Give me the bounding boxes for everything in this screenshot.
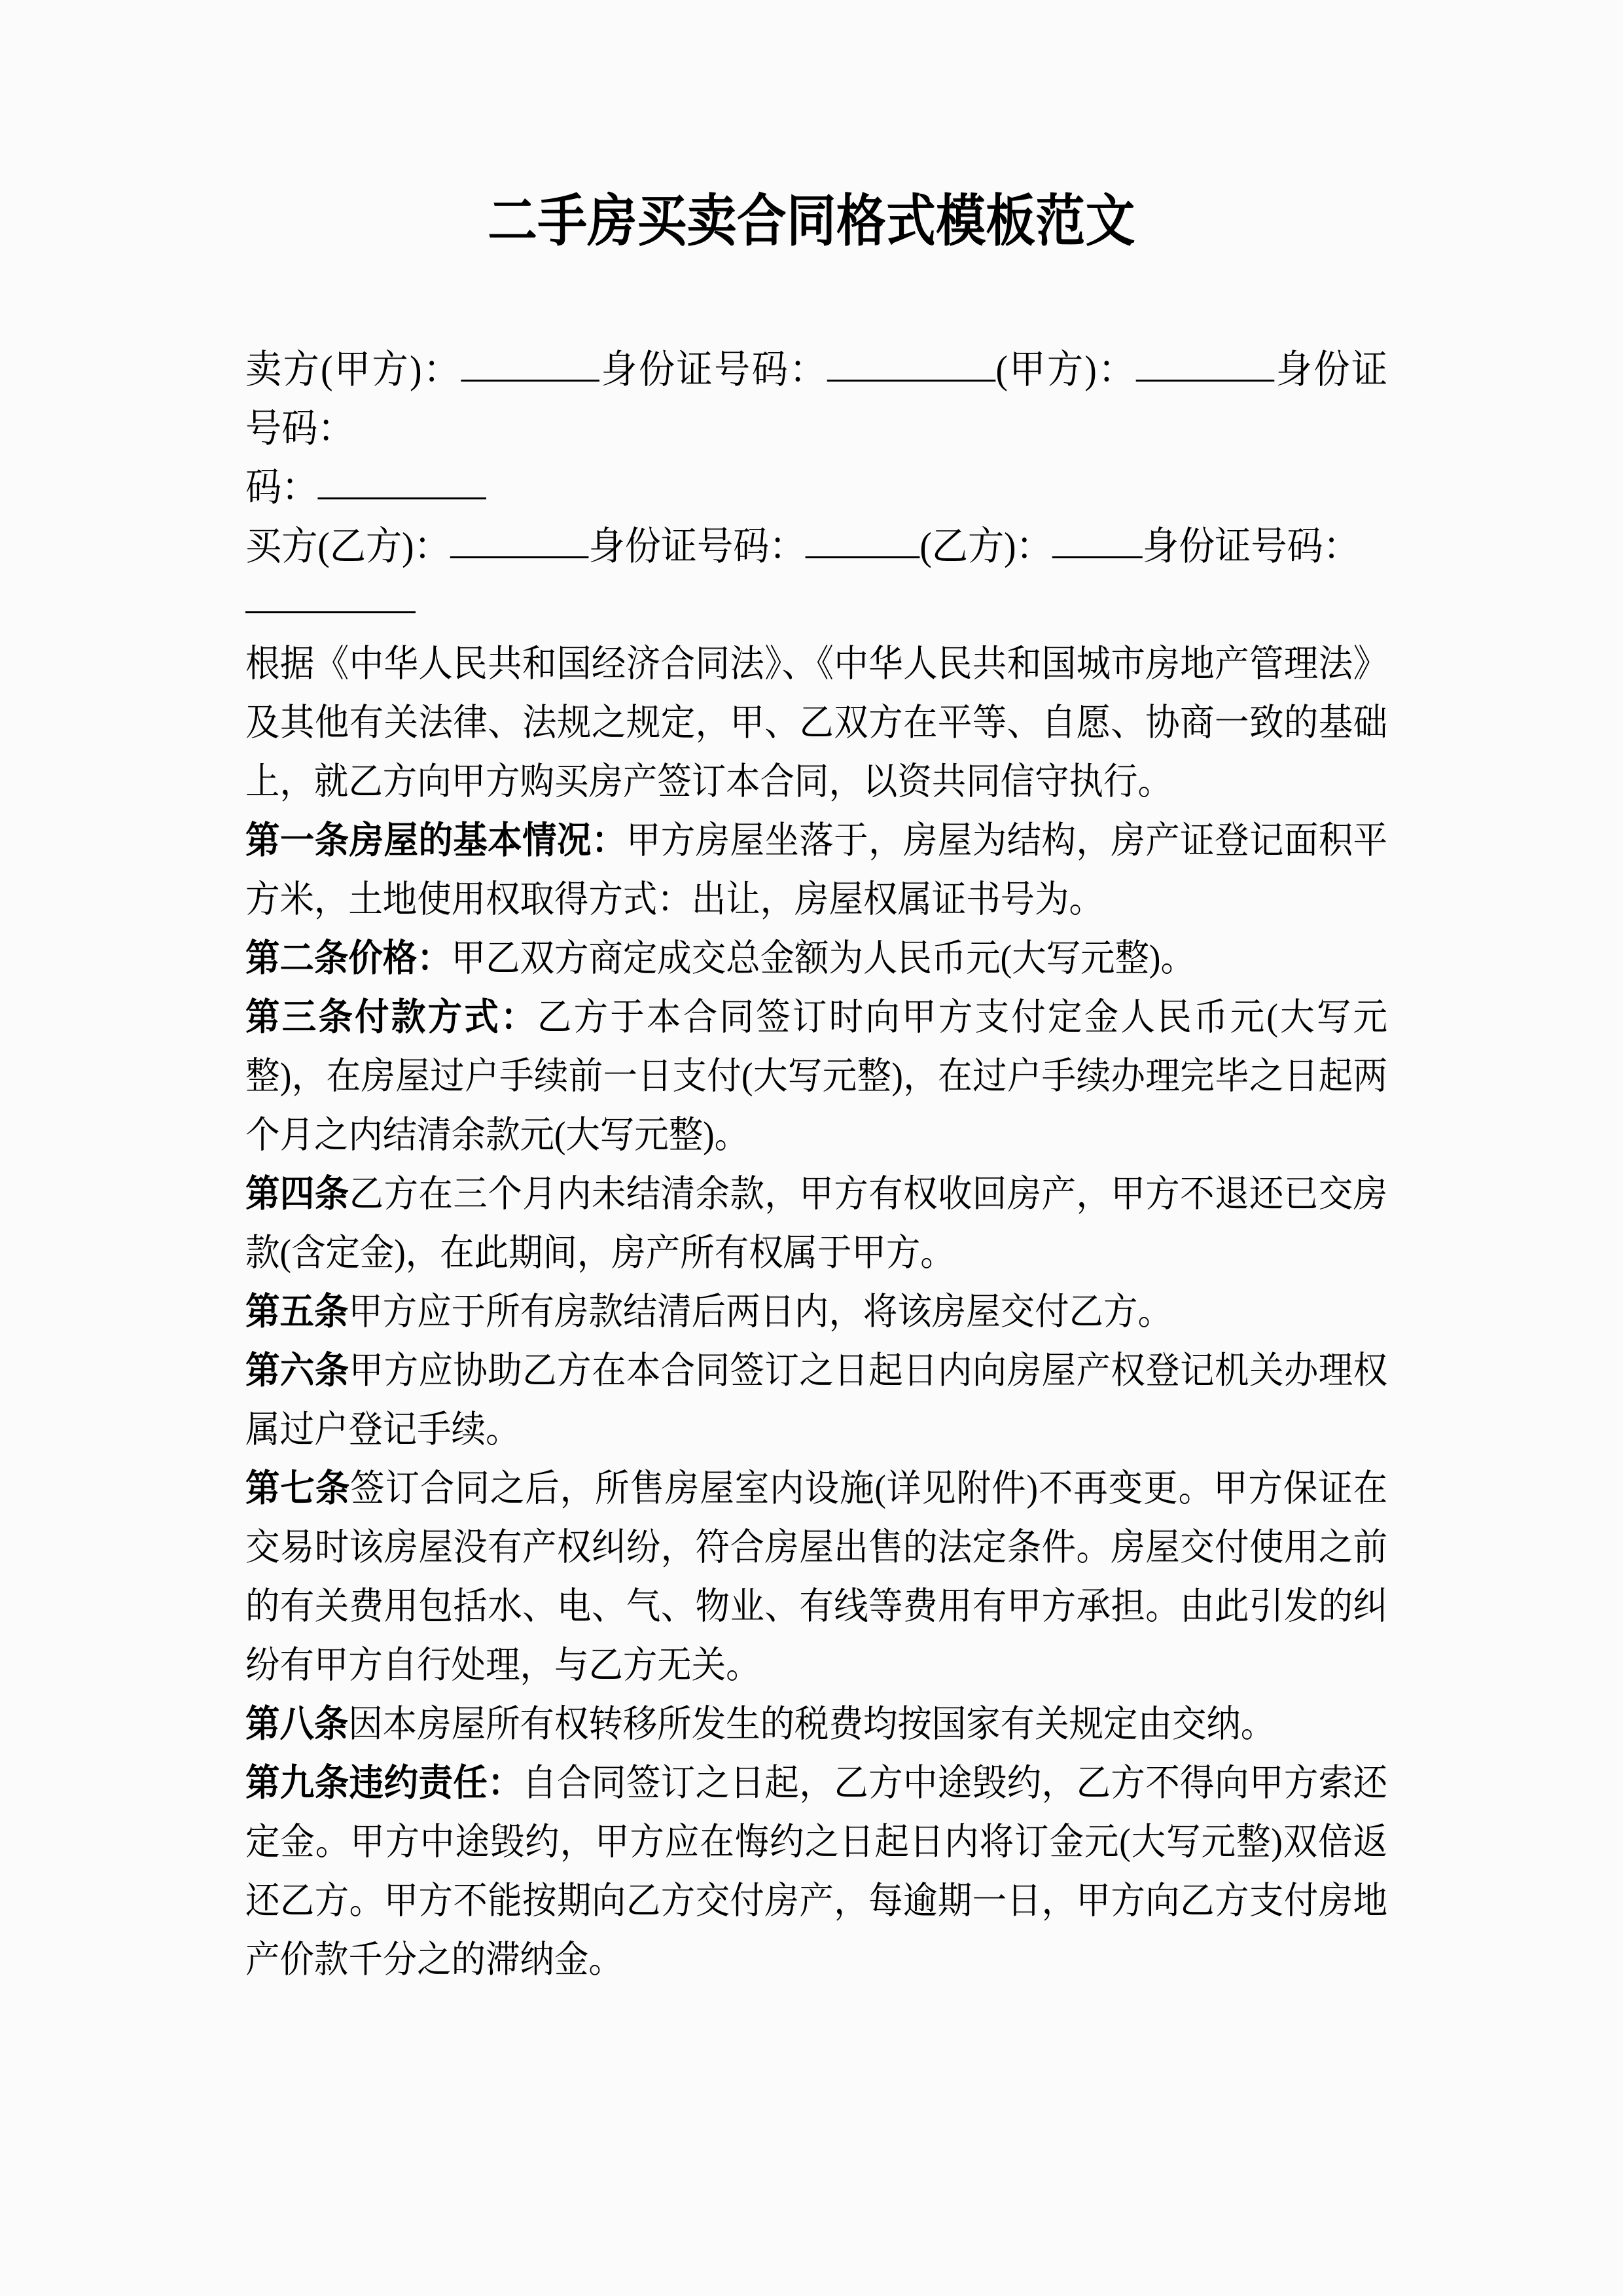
clause-2-body: 甲乙双方商定成交总金额为人民币元(大写元整)。 (451, 938, 1195, 979)
clause-6 (245, 1342, 1387, 1460)
clause-8 (245, 1695, 1387, 1754)
clause-8-body: 因本房屋所有权转移所发生的税费均按国家有关规定由交纳。 (348, 1704, 1275, 1745)
party-b-label: (乙方)： (919, 525, 1052, 568)
clause-6-body: 甲方应协助乙方在本合同签订之日起日内向房屋产权登记机关办理权属过户登记手续。 (245, 1350, 1388, 1450)
clause-3-body: 乙方于本合同签订时向甲方支付定金人民币元(大写元整)，在房屋过户手续前一日支付(大写元整)，在过户手续办理完毕之日起两个月之内结清余款元(大写元整)。 (245, 997, 1388, 1156)
party-a-label: (甲方)： (995, 348, 1136, 391)
clause-7 (245, 1460, 1387, 1695)
clause-3 (245, 988, 1387, 1165)
clause-7-heading: 第七条 (245, 1468, 351, 1509)
seller-id-blank-1[interactable] (827, 344, 996, 382)
clause-1-body: 甲方房屋坐落于，房屋为结构，房产证登记面积平方米，土地使用权取得方式：出让，房屋权属证书号为。 (245, 820, 1388, 920)
seller-name-blank[interactable] (461, 344, 599, 382)
clause-6-heading: 第六条 (245, 1350, 349, 1391)
clause-2 (245, 929, 1387, 988)
clause-5-heading: 第五条 (245, 1291, 349, 1333)
buyer-id-blank-2[interactable] (245, 576, 416, 613)
buyer-id-label-1: 身份证号码： (588, 525, 806, 568)
clause-5 (245, 1283, 1387, 1342)
clause-9-heading: 第九条违约责任 (245, 1763, 488, 1804)
party-b-name-blank[interactable] (1052, 521, 1143, 558)
clause-9-separator: ： (488, 1763, 523, 1804)
clause-2-separator: ： (417, 938, 452, 979)
clause-9-body: 自合同签订之日起，乙方中途毁约，乙方不得向甲方索还定金。甲方中途毁约，甲方应在悔约之日起日内将订金元(大写元整)双倍返还乙方。甲方不能按期向乙方交付房产，每逾期一日，甲方向乙方支付房地产价款千分之的滞纳金。 (245, 1763, 1388, 1981)
seller-id-label-2: 身份证号码： (245, 348, 1388, 450)
buyer-id-blank-1[interactable] (806, 521, 920, 558)
clause-4 (245, 1165, 1387, 1283)
clause-2-heading: 第二条价格 (245, 938, 418, 979)
buyer-name-blank[interactable] (450, 521, 589, 558)
buyer-id-continuation-line (245, 576, 1387, 635)
seller-party-line (245, 340, 1387, 458)
clause-5-body: 甲方应于所有房款结清后两日内，将该房屋交付乙方。 (348, 1291, 1172, 1333)
seller-id-label-1: 身份证号码： (599, 348, 827, 391)
document-body (245, 340, 1387, 1990)
buyer-label: 买方(乙方)： (245, 525, 450, 568)
buyer-party-line (245, 517, 1387, 576)
clause-1 (245, 812, 1387, 929)
page-title: 二手房买卖合同格式模板范文 (488, 190, 1135, 253)
buyer-id-label-2: 身份证号码： (1142, 525, 1359, 568)
seller-id-continuation-label: 码： (245, 466, 318, 509)
clause-3-heading: 第三条付款方式 (245, 997, 501, 1038)
seller-label: 卖方(甲方)： (245, 348, 461, 391)
seller-id-blank-2[interactable] (317, 462, 486, 499)
clause-3-separator: ： (501, 997, 537, 1038)
seller-id-continuation-line (245, 458, 1387, 517)
clause-1-separator: ： (591, 820, 626, 861)
clause-9 (245, 1754, 1387, 1990)
clause-4-heading: 第四条 (245, 1174, 349, 1215)
clause-1-heading: 第一条房屋的基本情况 (245, 820, 592, 861)
clause-7-body: 签订合同之后，所售房屋室内设施(详见附件)不再变更。甲方保证在交易时该房屋没有产权纠纷，符合房屋出售的法定条件。房屋交付使用之前的有关费用包括水、电、气、物业、有线等费用有甲方承担。由此引发的纠纷有甲方自行处理，与乙方无关。 (245, 1468, 1388, 1686)
clause-8-heading: 第八条 (245, 1704, 349, 1745)
clause-4-body: 乙方在三个月内未结清余款，甲方有权收回房产，甲方不退还已交房款(含定金)，在此期间，房产所有权属于甲方。 (245, 1174, 1388, 1274)
preamble-paragraph: 根据《中华人民共和国经济合同法》、《中华人民共和国城市房地产管理法》及其他有关法律、法规之规定，甲、乙双方在平等、自愿、协商一致的基础上，就乙方向甲方购买房产签订本合同，以资共同信守执行。 (245, 643, 1388, 802)
party-a-name-blank[interactable] (1136, 344, 1275, 382)
